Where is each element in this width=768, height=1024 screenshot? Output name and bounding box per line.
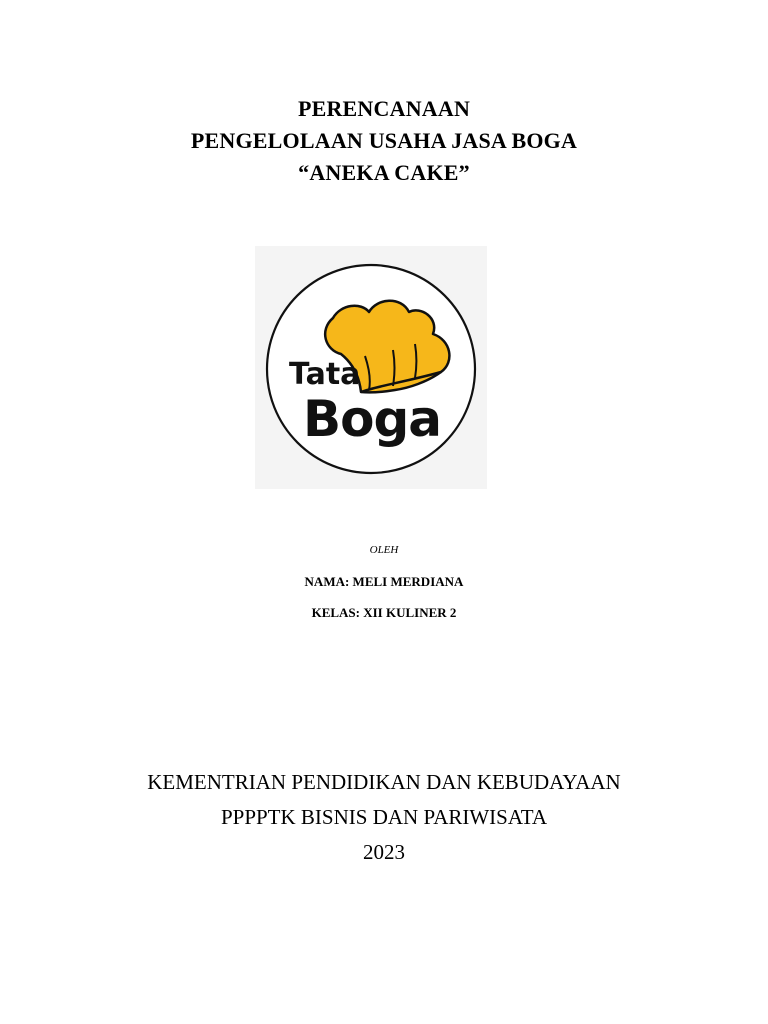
- ministry-name: KEMENTRIAN PENDIDIKAN DAN KEBUDAYAAN: [147, 770, 621, 794]
- author-class: KELAS: XII KULINER 2: [311, 605, 457, 620]
- by-label: OLEH: [369, 544, 399, 556]
- institute-name: PPPPTK BISNIS DAN PARIWISATA: [220, 805, 548, 829]
- document-title: [0, 93, 768, 189]
- title-line-2: PENGELOLAAN USAHA JASA BOGA: [190, 128, 578, 153]
- author-block: [0, 543, 768, 621]
- title-line-3: “ANEKA CAKE”: [298, 160, 470, 185]
- author-name: NAMA: MELI MERDIANA: [304, 574, 464, 589]
- title-line-1: PERENCANAAN: [297, 96, 471, 121]
- institution-block: [0, 765, 768, 870]
- tata-boga-logo: [255, 246, 487, 489]
- year: 2023: [363, 840, 405, 864]
- logo-word-boga: Boga: [303, 390, 441, 448]
- logo-word-tata: Tata: [289, 357, 361, 392]
